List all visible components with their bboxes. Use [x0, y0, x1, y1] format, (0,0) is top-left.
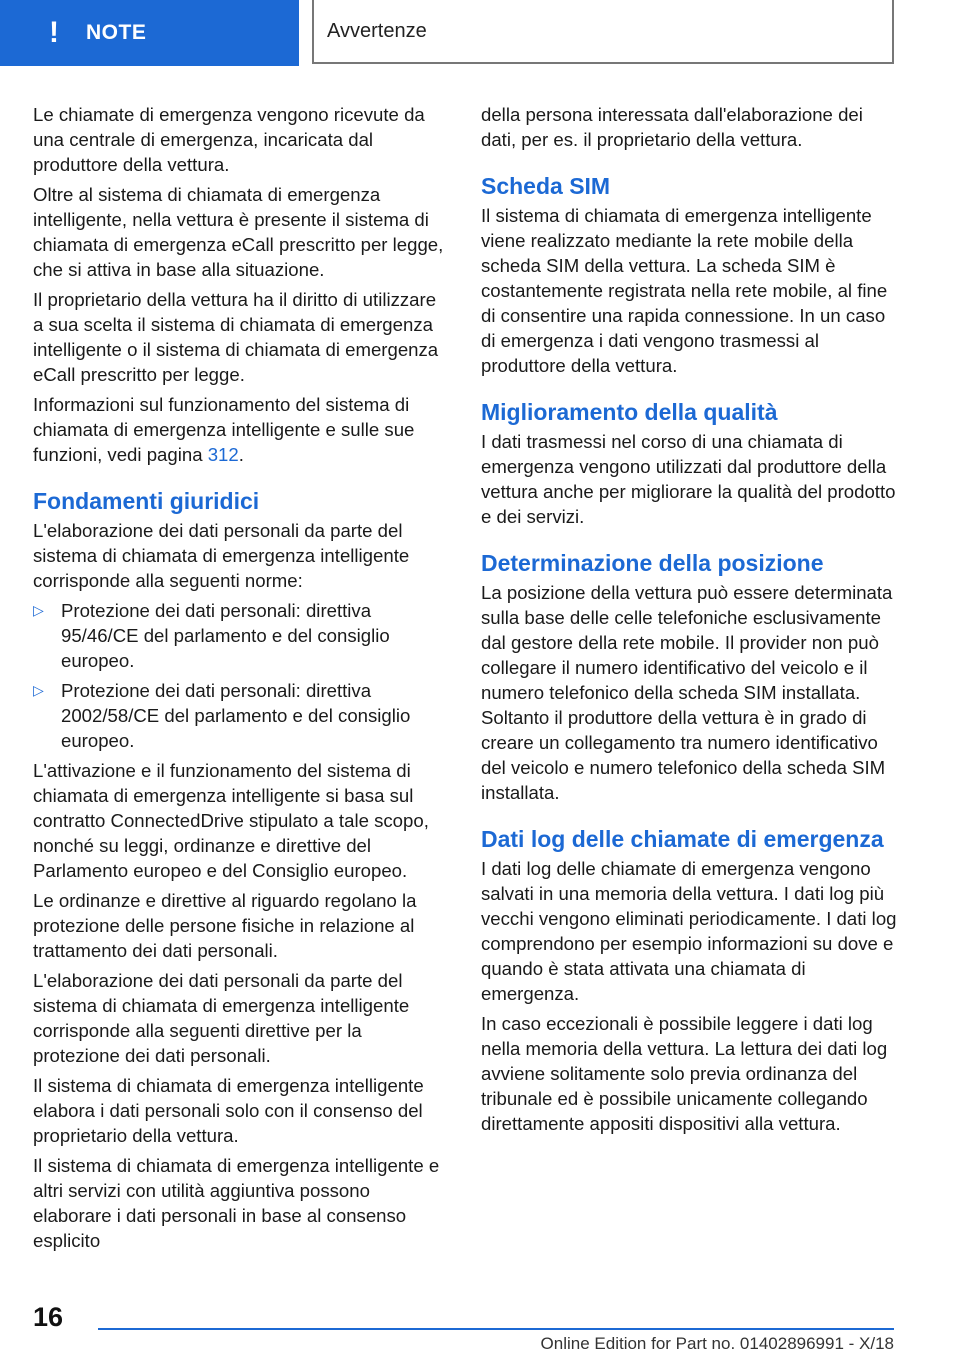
paragraph: della persona interessata dall'elaborazione dei dati, per es. il proprietario della vettura. [481, 104, 863, 150]
paragraph: Le chiamate di emergenza vengono ricevute da una centrale di emergenza, incaricata dal produttore della vettura. [33, 104, 425, 175]
paragraph-end: . [238, 444, 244, 465]
triangle-bullet-icon: ▷ [33, 602, 44, 618]
paragraph: L'elaborazione dei dati personali da parte del sistema di chiamata di emergenza intelligente corrisponde alla seguenti direttive per la protezione dei dati personali. [33, 970, 410, 1066]
page-link[interactable]: 312 [207, 444, 239, 465]
list-item [33, 598, 449, 673]
paragraph-text: Informazioni sul funzionamento del sistema di chiamata di emergenza intelligente e sulle sue funzioni, vedi pagina [33, 394, 415, 465]
heading-determinazione-posizione: Determinazione della posizione [481, 550, 824, 576]
paragraph: Il sistema di chiamata di emergenza intelligente e altri servizi con utilità aggiuntiva possono elaborare i dati personali in base al consenso esplicito [33, 1155, 440, 1251]
triangle-bullet-icon: ▷ [33, 682, 44, 698]
paragraph: La posizione della vettura può essere determinata sulla base delle celle telefoniche esclusivamente dal gestore della rete mobile. Il provider non può collegare il numero identificativo del veicolo e il numero telefonico della scheda SIM installata. Soltanto il produttore della vettura è in grado di creare un collegamento tra numero identificativo del veicolo e numero telefonico della scheda SIM installata. [481, 582, 893, 803]
paragraph: I dati trasmessi nel corso di una chiamata di emergenza vengono utilizzati dal produttore della vettura anche per migliorare la qualità del prodotto e dei servizi. [481, 431, 896, 527]
paragraph [33, 392, 449, 467]
paragraph: Oltre al sistema di chiamata di emergenza intelligente, nella vettura è presente il sistema di chiamata di emergenza eCall prescritto per legge, che si attiva in base alla situazione. [33, 184, 444, 280]
paragraph: Il sistema di chiamata di emergenza intelligente elabora i dati personali solo con il consenso del proprietario della vettura. [33, 1075, 424, 1146]
section-title: Avvertenze [327, 19, 427, 42]
paragraph: Le ordinanze e direttive al riguardo regolano la protezione delle persone fisiche in relazione al trattamento dei dati personali. [33, 890, 417, 961]
right-column [481, 102, 899, 1141]
footer-divider [98, 1328, 894, 1330]
left-column [33, 102, 449, 1258]
list-item-text: Protezione dei dati personali: direttiva 95/46/CE del parlamento e del consiglio europeo. [61, 600, 390, 671]
heading-miglioramento-qualita: Miglioramento della qualità [481, 399, 778, 425]
heading-fondamenti-giuridici: Fondamenti giuridici [33, 488, 260, 514]
paragraph: I dati log delle chiamate di emergenza vengono salvati in una memoria della vettura. I dati log più vecchi vengono eliminati periodicamente. I dati log comprendono per esempio informazioni su dove e quando è stata attivata una chiamata di emergenza. [481, 858, 897, 1004]
list-item [33, 678, 449, 753]
paragraph: L'attivazione e il funzionamento del sistema di chiamata di emergenza intelligente si basa sul contratto ConnectedDrive stipulato a tale scopo, nonché su leggi, ordinanze e direttive del Parlamento europeo e del Consiglio europeo. [33, 760, 429, 881]
note-label: NOTE [86, 21, 147, 44]
paragraph: L'elaborazione dei dati personali da parte del sistema di chiamata di emergenza intelligente corrisponde alla seguenti norme: [33, 520, 410, 591]
paragraph: In caso eccezionali è possibile leggere i dati log nella memoria della vettura. La lettura dei dati log avviene solitamente solo previa ordinanza del tribunale ed è possibile unicamente collegando direttamente appositi dispositivi alla vettura. [481, 1013, 888, 1134]
page-number: 16 [33, 1302, 64, 1332]
edition-footer: Online Edition for Part no. 01402896991 - X/18 [540, 1334, 894, 1353]
section-header [312, 0, 894, 64]
paragraph: Il sistema di chiamata di emergenza intelligente viene realizzato mediante la rete mobile della scheda SIM della vettura. La scheda SIM è costantemente registrata nella rete mobile, al fine di consentire una rapida connessione. In un caso di emergenza i dati vengono trasmessi al produttore della vettura. [481, 205, 888, 376]
warning-exclamation-icon: ! [49, 16, 59, 49]
note-tab [0, 0, 299, 66]
list-item-text: Protezione dei dati personali: direttiva 2002/58/CE del parlamento e del consiglio europeo. [61, 680, 411, 751]
heading-scheda-sim: Scheda SIM [481, 173, 611, 199]
paragraph: Il proprietario della vettura ha il diritto di utilizzare a sua scelta il sistema di chiamata di emergenza intelligente o il sistema di chiamata di emergenza eCall prescritto per legge. [33, 289, 439, 385]
heading-dati-log: Dati log delle chiamate di emergenza [481, 826, 884, 852]
